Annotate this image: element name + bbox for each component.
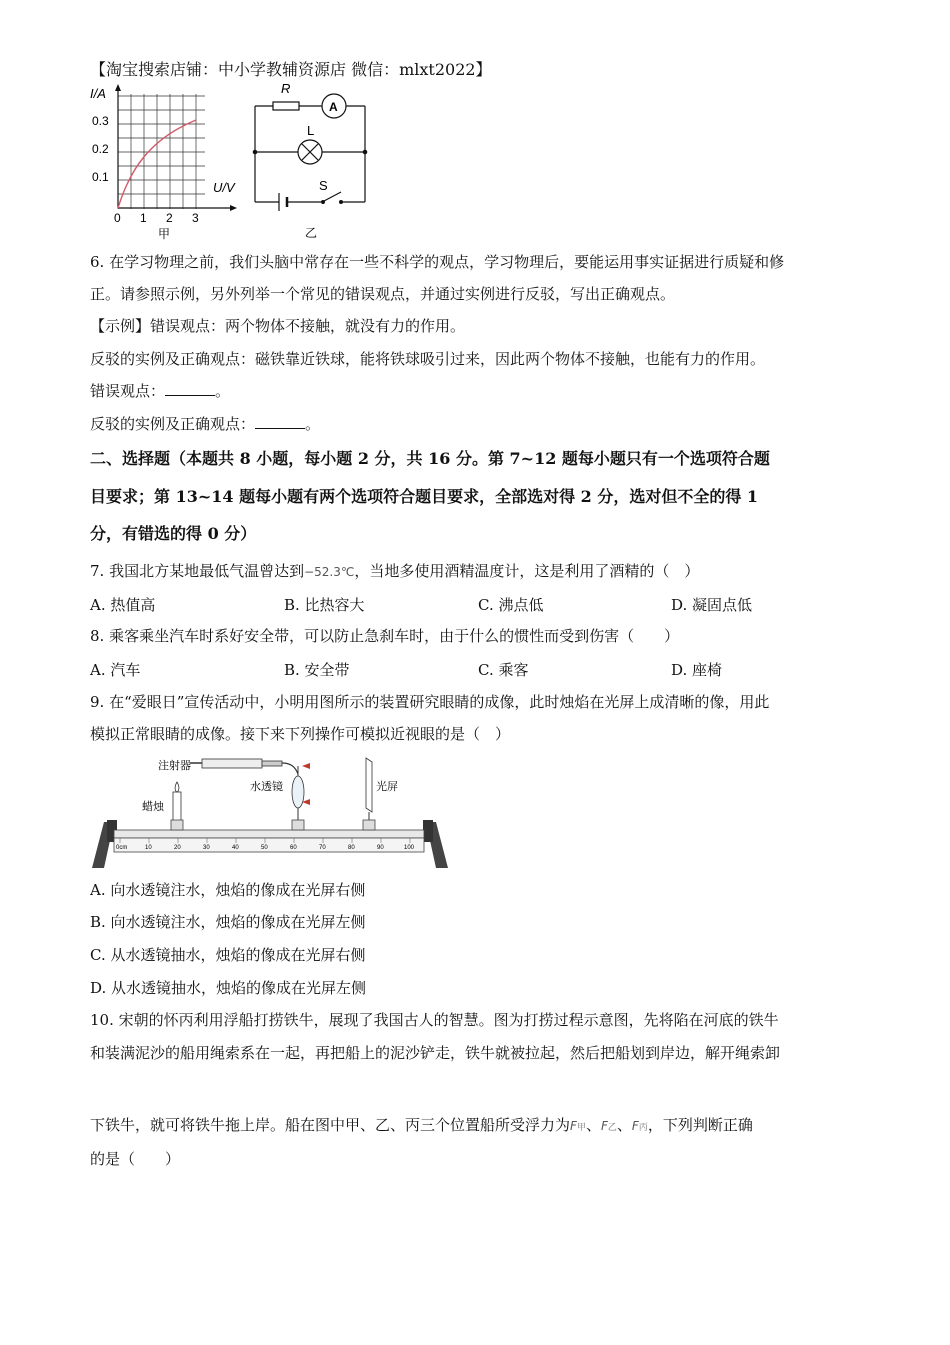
graph-y-label: I/A: [90, 86, 106, 101]
graph-y-tick: 0.2: [92, 142, 109, 156]
syringe-label: 注射器: [158, 760, 191, 772]
graph-y-tick: 0.3: [92, 114, 109, 128]
q6-refute-blank[interactable]: [255, 414, 305, 429]
q10-line-1: 10. 宋朝的怀丙利用浮船打捞铁牛，展现了我国古人的智慧。图为打捞过程示意图，先将陷在河底的铁牛: [90, 1011, 779, 1029]
q9-option-b[interactable]: B. 向水透镜注水，烛焰的像成在光屏左侧: [90, 913, 366, 931]
q9-line-1: 9. 在“爱眼日”宣传活动中，小明用图所示的装置研究眼睛的成像，此时烛焰在光屏上成清晰的像，用此: [90, 693, 770, 711]
graph-x-tick: 1: [140, 211, 147, 225]
q6-example: 【示例】错误观点：两个物体不接触，就没有力的作用。: [90, 317, 466, 335]
ruler-mark: 50: [261, 845, 268, 851]
q8-option-c[interactable]: C. 乘客: [478, 661, 529, 679]
q7-stem-a: 7. 我国北方某地最低气温曾达到: [90, 562, 305, 580]
water-lens: [292, 763, 310, 830]
q9-option-d[interactable]: D. 从水透镜抽水，烛焰的像成在光屏左侧: [90, 979, 367, 997]
q8-option-d[interactable]: D. 座椅: [671, 661, 723, 679]
q9-line-2: 模拟正常眼睛的成像。接下来下列操作可模拟近视眼的是（ ）: [90, 725, 511, 743]
candle-label: 蜡烛: [142, 801, 164, 813]
q9-option-c[interactable]: C. 从水透镜抽水，烛焰的像成在光屏右侧: [90, 946, 366, 964]
resistor-symbol: [273, 102, 299, 110]
ruler-mark: 80: [348, 845, 355, 851]
q6-line-1: 6. 在学习物理之前，我们头脑中常存在一些不科学的观点，学习物理后，要能运用事实证据进行质疑和修: [90, 253, 785, 271]
q6-wrong-answer-line: [90, 381, 230, 401]
graph-x-tick: 3: [192, 211, 199, 225]
circuit-caption: 乙: [305, 226, 318, 240]
lamp-label: L: [307, 123, 315, 138]
section2-heading-1: 二、选择题（本题共 8 小题，每小题 2 分，共 16 分。第 7~12 题每小题只有一个选项符合题: [90, 449, 770, 468]
q6-wrong-label: 错误观点：: [90, 382, 166, 400]
q10-line-3-end: ，下列判断正确: [647, 1116, 753, 1134]
q10-line-3: [90, 1115, 753, 1138]
ruler-mark: 20: [174, 845, 181, 851]
q8-option-a[interactable]: A. 汽车: [90, 661, 141, 679]
section2-heading-2: 目要求；第 13~14 题每小题有两个选项符合题目要求，全部选对得 2 分，选对但不全的得 1: [90, 487, 759, 506]
lamp-symbol: [298, 140, 322, 164]
graph-x-tick: 0: [114, 211, 121, 225]
ruler-mark: 30: [203, 845, 210, 851]
force-f-jia: F甲: [570, 1119, 586, 1133]
q8-stem: 8. 乘客乘坐汽车时系好安全带，可以防止急刹车时，由于什么的惯性而受到伤害（ ）: [90, 627, 680, 645]
graph-y-tick: 0.1: [92, 170, 109, 184]
page-header: 【淘宝搜索店铺：中小学教辅资源店 微信：mlxt2022】: [90, 60, 492, 79]
lens-label: 水透镜: [250, 781, 283, 793]
optical-bench-figure: [90, 752, 450, 872]
q10-line-2: 和装满泥沙的船用绳索系在一起，再把船上的泥沙铲走，铁牛就被拉起，然后把船划到岸边，解开绳索卸: [90, 1044, 781, 1062]
graph-x-tick: 2: [166, 211, 173, 225]
ruler-mark: 100: [404, 845, 415, 851]
section2-heading-3: 分，有错选的得 0 分）: [90, 524, 257, 543]
separator: 、: [585, 1116, 601, 1134]
q6-refute-label: 反驳的实例及正确观点：: [90, 415, 256, 433]
iu-graph-figure: [85, 84, 245, 244]
syringe: [190, 759, 298, 774]
q7-option-b[interactable]: B. 比热容大: [284, 596, 365, 614]
light-screen: [363, 758, 375, 830]
ruler-mark: 10: [145, 845, 152, 851]
q7-stem-b: ，当地多使用酒精温度计，这是利用了酒精的（ ）: [354, 562, 700, 580]
graph-x-label: U/V: [213, 180, 235, 195]
q6-refute-end: 。: [305, 415, 321, 433]
ruler-mark: 90: [377, 845, 384, 851]
q6-line-2: 正。请参照示例，另外列举一个常见的错误观点，并通过实例进行反驳，写出正确观点。: [90, 285, 676, 303]
ruler-mark: 70: [319, 845, 326, 851]
switch-symbol: [321, 192, 343, 204]
graph-caption: 甲: [158, 227, 171, 241]
q9-option-a[interactable]: A. 向水透镜注水，烛焰的像成在光屏右侧: [90, 881, 366, 899]
q8-option-b[interactable]: B. 安全带: [284, 661, 350, 679]
q7-option-d[interactable]: D. 凝固点低: [671, 596, 753, 614]
resistor-label: R: [281, 81, 291, 96]
q10-line-4: 的是（ ）: [90, 1150, 181, 1168]
ruler-mark: 0cm: [116, 845, 128, 851]
battery-symbol: [279, 193, 287, 211]
ruler-mark: 60: [290, 845, 297, 851]
q6-example-refute: 反驳的实例及正确观点：磁铁靠近铁球，能将铁球吸引过来，因此两个物体不接触，也能有力的作用。: [90, 350, 766, 368]
force-f-bing: F丙: [631, 1119, 648, 1133]
q7-temperature: −52.3℃: [304, 565, 355, 579]
force-f-yi: F乙: [600, 1119, 617, 1133]
q6-refute-answer-line: [90, 414, 320, 434]
ammeter-label: A: [329, 100, 338, 114]
q7-option-a[interactable]: A. 热值高: [90, 596, 156, 614]
ruler-mark: 40: [232, 845, 239, 851]
q6-wrong-end: 。: [215, 382, 231, 400]
q7-stem: [90, 561, 699, 582]
switch-label: S: [319, 178, 328, 193]
candle: [171, 782, 183, 830]
screen-label: 光屏: [376, 781, 398, 793]
circuit-figure: [245, 80, 380, 245]
q6-wrong-blank[interactable]: [165, 381, 215, 396]
q10-line-3-text: 下铁牛，就可将铁牛拖上岸。船在图中甲、乙、丙三个位置船所受浮力为: [90, 1116, 571, 1134]
q7-option-c[interactable]: C. 沸点低: [478, 596, 544, 614]
separator: 、: [616, 1116, 632, 1134]
